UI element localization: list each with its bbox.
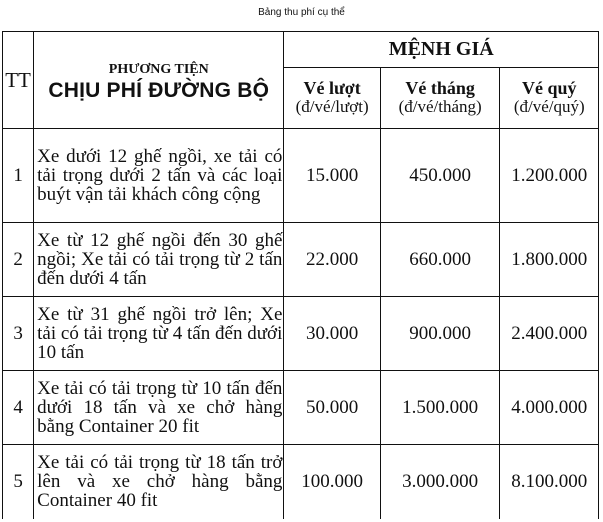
per-trip-price: 50.000 xyxy=(284,371,380,445)
monthly-price: 3.000.000 xyxy=(380,445,500,519)
row-number: 1 xyxy=(3,129,34,223)
per-trip-price: 15.000 xyxy=(284,129,380,223)
row-number: 3 xyxy=(3,297,34,371)
per-trip-price: 30.000 xyxy=(284,297,380,371)
per-trip-price: 100.000 xyxy=(284,445,380,519)
quarterly-price: 2.400.000 xyxy=(500,297,599,371)
vehicle-description: Xe dưới 12 ghế ngồi, xe tải có tải trọng dưới 2 tấn và các loại buýt vận tải khách công cộng xyxy=(34,129,284,223)
header-vehicle xyxy=(34,32,284,129)
row-number: 4 xyxy=(3,371,34,445)
fee-table xyxy=(2,31,599,519)
header-price-group: MỆNH GIÁ xyxy=(284,32,599,68)
quarterly-price: 1.800.000 xyxy=(500,223,599,297)
table-row xyxy=(3,371,599,445)
vehicle-description: Xe từ 12 ghế ngồi đến 30 ghế ngồi; Xe tải có tải trọng từ 2 tấn đến dưới 4 tấn xyxy=(34,223,284,297)
header-per-trip-unit: (đ/vé/lượt) xyxy=(295,97,369,116)
quarterly-price: 1.200.000 xyxy=(500,129,599,223)
header-vehicle-line1: PHƯƠNG TIỆN xyxy=(108,62,209,77)
row-number: 2 xyxy=(3,223,34,297)
header-monthly-unit: (đ/vé/tháng) xyxy=(398,97,482,116)
header-tt: TT xyxy=(3,32,34,129)
header-monthly xyxy=(380,68,500,129)
header-row-group xyxy=(3,32,599,68)
vehicle-description: Xe từ 31 ghế ngồi trở lên; Xe tải có tải trọng từ 4 tấn đến dưới 10 tấn xyxy=(34,297,284,371)
table-caption: Bảng thu phí cụ thể xyxy=(258,7,345,18)
table-row xyxy=(3,223,599,297)
quarterly-price: 4.000.000 xyxy=(500,371,599,445)
row-number: 5 xyxy=(3,445,34,519)
header-vehicle-line2: CHỊU PHÍ ĐƯỜNG BỘ xyxy=(48,79,270,102)
per-trip-price: 22.000 xyxy=(284,223,380,297)
vehicle-description: Xe tải có tải trọng từ 18 tấn trở lên và xe chở hàng bằng Container 40 fit xyxy=(34,445,284,519)
header-quarterly-unit: (đ/vé/quý) xyxy=(513,97,585,116)
table-row xyxy=(3,129,599,223)
header-quarterly-title: Vé quý xyxy=(521,78,577,98)
header-per-trip xyxy=(284,68,380,129)
table-row xyxy=(3,445,599,519)
header-per-trip-title: Vé lượt xyxy=(303,78,361,98)
table-row xyxy=(3,297,599,371)
monthly-price: 450.000 xyxy=(380,129,500,223)
monthly-price: 900.000 xyxy=(380,297,500,371)
header-quarterly xyxy=(500,68,599,129)
monthly-price: 660.000 xyxy=(380,223,500,297)
vehicle-description: Xe tải có tải trọng từ 10 tấn đến dưới 18 tấn và xe chở hàng bằng Container 20 fit xyxy=(34,371,284,445)
header-monthly-title: Vé tháng xyxy=(405,78,475,98)
quarterly-price: 8.100.000 xyxy=(500,445,599,519)
monthly-price: 1.500.000 xyxy=(380,371,500,445)
